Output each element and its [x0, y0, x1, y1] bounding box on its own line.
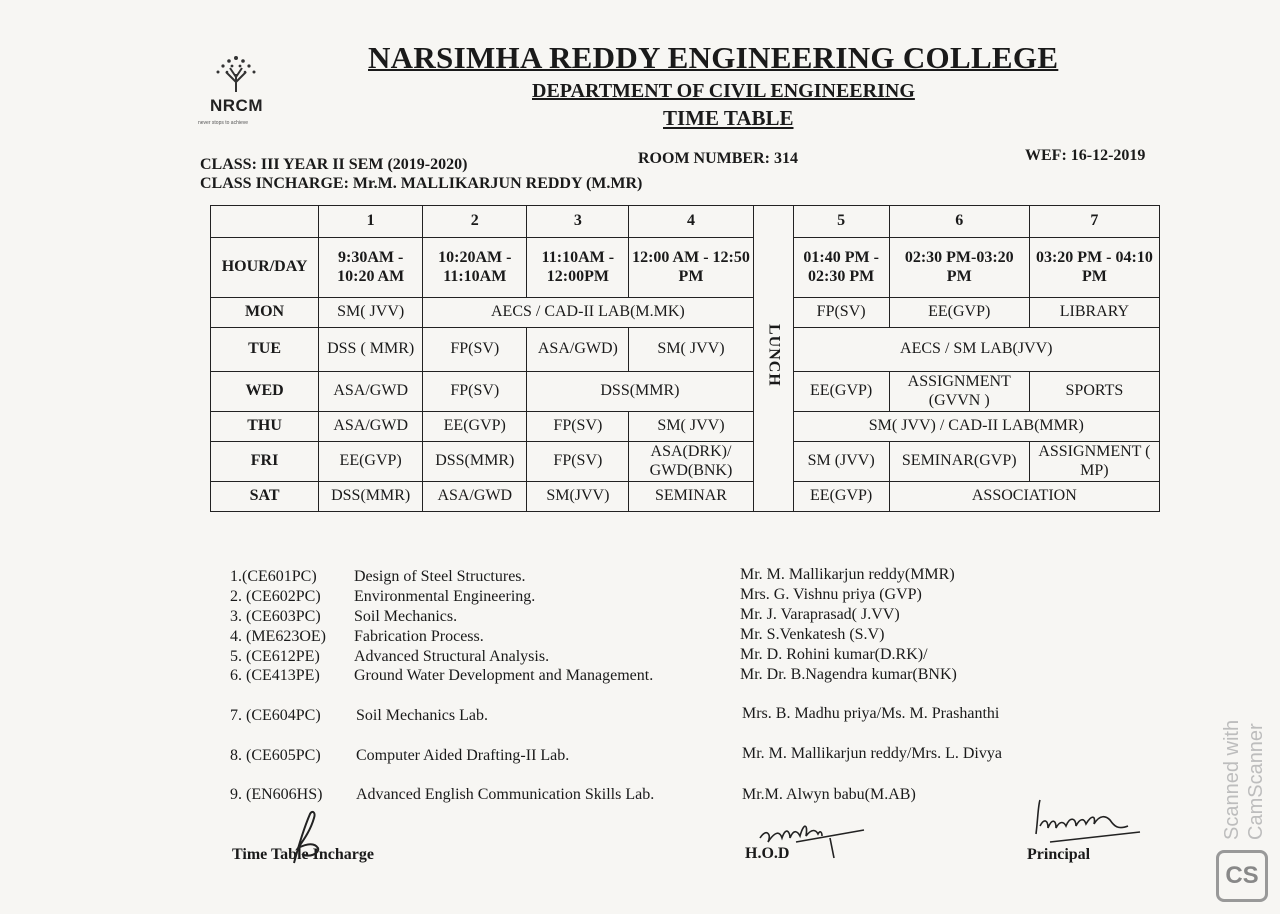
slot-cell: ASA(DRK)/ GWD(BNK) [629, 442, 753, 482]
slot-cell: FP(SV) [423, 372, 527, 412]
slot-cell: EE(GVP) [319, 442, 423, 482]
subject-faculty: Mr. Dr. B.Nagendra kumar(BNK) [740, 666, 957, 683]
subject-name: Soil Mechanics Lab. [356, 707, 488, 724]
hod-signature [756, 812, 868, 864]
logo-tagline: never stops to achieve [198, 120, 249, 126]
principal-signature [1030, 796, 1142, 856]
subject-name: Fabrication Process. [354, 628, 484, 645]
room-number: ROOM NUMBER: 314 [638, 150, 798, 167]
period-1: 1 [319, 206, 423, 238]
time-7: 03:20 PM - 04:10 PM [1029, 238, 1159, 298]
subject-code: 4. (ME623OE) [230, 628, 326, 645]
period-number-row [211, 206, 1160, 238]
slot-cell: DSS(MMR) [423, 442, 527, 482]
slot-cell: FP(SV) [793, 298, 889, 328]
subject-code: 6. (CE413PE) [230, 667, 320, 684]
day-fri: FRI [211, 442, 319, 482]
day-mon: MON [211, 298, 319, 328]
table-row [211, 372, 1160, 412]
table-row [211, 482, 1160, 512]
slot-cell: EE(GVP) [889, 298, 1029, 328]
period-3: 3 [527, 206, 629, 238]
slot-cell: EE(GVP) [423, 412, 527, 442]
subject-name: Design of Steel Structures. [354, 568, 526, 585]
slot-cell: ASA/GWD [319, 372, 423, 412]
slot-cell: ASSIGNMENT (GVVN ) [889, 372, 1029, 412]
table-row [211, 442, 1160, 482]
day-sat: SAT [211, 482, 319, 512]
subject-code: 9. (EN606HS) [230, 786, 323, 803]
tree-icon [196, 52, 276, 96]
subject-name: Advanced English Communication Skills Lab. [356, 786, 655, 803]
slot-cell: ASSOCIATION [889, 482, 1159, 512]
slot-cell: SM (JVV) [793, 442, 889, 482]
document-title: TIME TABLE [663, 106, 794, 130]
subject-faculty: Mr.M. Alwyn babu(M.AB) [742, 786, 916, 803]
subject-faculty: Mr. M. Mallikarjun reddy/Mrs. L. Divya [742, 745, 1002, 762]
wef-date: WEF: 16-12-2019 [1025, 147, 1146, 164]
class-incharge: CLASS INCHARGE: Mr.M. MALLIKARJUN REDDY (M.MR) [200, 175, 643, 192]
subject-code: 5. (CE612PE) [230, 648, 320, 665]
slot-cell: ASSIGNMENT ( MP) [1029, 442, 1159, 482]
slot-cell: DSS ( MMR) [319, 328, 423, 372]
subject-code: 8. (CE605PC) [230, 747, 321, 764]
slot-cell: EE(GVP) [793, 482, 889, 512]
slot-cell: SPORTS [1029, 372, 1159, 412]
college-name: NARSIMHA REDDY ENGINEERING COLLEGE [368, 40, 1059, 75]
incharge-signature [284, 808, 328, 868]
slot-cell: AECS / CAD-II LAB(M.MK) [423, 298, 753, 328]
subject-faculty: Mr. D. Rohini kumar(D.RK)/ [740, 646, 928, 663]
period-6: 6 [889, 206, 1029, 238]
day-wed: WED [211, 372, 319, 412]
slot-cell: DSS(MMR) [319, 482, 423, 512]
college-logo [196, 52, 292, 132]
slot-cell: SM( JVV) [629, 328, 753, 372]
table-row [211, 328, 1160, 372]
period-5: 5 [793, 206, 889, 238]
time-6: 02:30 PM-03:20 PM [889, 238, 1029, 298]
slot-cell: SM( JVV) / CAD-II LAB(MMR) [793, 412, 1159, 442]
watermark-line1: Scanned with [1221, 719, 1243, 840]
day-tue: TUE [211, 328, 319, 372]
period-7: 7 [1029, 206, 1159, 238]
scanner-watermark [1216, 680, 1276, 840]
subject-faculty: Mr. J. Varaprasad( J.VV) [740, 606, 900, 623]
subject-faculty: Mrs. B. Madhu priya/Ms. M. Prashanthi [742, 705, 1000, 722]
slot-cell: FP(SV) [423, 328, 527, 372]
class-info: CLASS: III YEAR II SEM (2019-2020) [200, 156, 468, 173]
time-4: 12:00 AM - 12:50 PM [629, 238, 753, 298]
slot-cell: ASA/GWD [423, 482, 527, 512]
slot-cell: EE(GVP) [793, 372, 889, 412]
subject-code: 3. (CE603PC) [230, 608, 321, 625]
period-2: 2 [423, 206, 527, 238]
subject-faculty: Mr. M. Mallikarjun reddy(MMR) [740, 566, 955, 583]
corner-cell [211, 206, 319, 238]
slot-cell: DSS(MMR) [527, 372, 753, 412]
slot-cell: AECS / SM LAB(JVV) [793, 328, 1159, 372]
time-row [211, 238, 1160, 298]
slot-cell: ASA/GWD) [527, 328, 629, 372]
subject-faculty: Mr. S.Venkatesh (S.V) [740, 626, 885, 643]
time-3: 11:10AM - 12:00PM [527, 238, 629, 298]
period-4: 4 [629, 206, 753, 238]
lunch-label: LUNCH [765, 324, 783, 388]
subject-name: Computer Aided Drafting-II Lab. [356, 747, 570, 764]
slot-cell: SM( JVV) [319, 298, 423, 328]
slot-cell: FP(SV) [527, 442, 629, 482]
subject-code: 7. (CE604PC) [230, 707, 321, 724]
subject-code: 2. (CE602PC) [230, 588, 321, 605]
slot-cell: SEMINAR(GVP) [889, 442, 1029, 482]
table-row [211, 412, 1160, 442]
slot-cell: ASA/GWD [319, 412, 423, 442]
timetable-incharge-label: Time Table Incharge [232, 846, 374, 863]
watermark-line2: CamScanner [1245, 723, 1267, 840]
timetable-grid [210, 205, 1160, 512]
subject-name: Soil Mechanics. [354, 608, 458, 625]
department-name: DEPARTMENT OF CIVIL ENGINEERING [532, 80, 915, 102]
time-2: 10:20AM - 11:10AM [423, 238, 527, 298]
slot-cell: SM( JVV) [629, 412, 753, 442]
time-1: 9:30AM - 10:20 AM [319, 238, 423, 298]
subject-name: Ground Water Development and Management. [354, 667, 654, 684]
hour-day-header: HOUR/DAY [211, 238, 319, 298]
principal-label: Principal [1027, 846, 1091, 863]
subject-faculty: Mrs. G. Vishnu priya (GVP) [740, 586, 922, 603]
table-row [211, 298, 1160, 328]
subject-name: Environmental Engineering. [354, 588, 536, 605]
time-5: 01:40 PM - 02:30 PM [793, 238, 889, 298]
slot-cell: SM(JVV) [527, 482, 629, 512]
camscanner-icon: CS [1216, 850, 1268, 902]
lunch-column [753, 206, 793, 512]
slot-cell: LIBRARY [1029, 298, 1159, 328]
day-thu: THU [211, 412, 319, 442]
hod-label: H.O.D [745, 845, 790, 862]
slot-cell: SEMINAR [629, 482, 753, 512]
subject-name: Advanced Structural Analysis. [354, 648, 550, 665]
logo-text: NRCM [210, 96, 263, 115]
slot-cell: FP(SV) [527, 412, 629, 442]
subject-code: 1.(CE601PC) [230, 568, 317, 585]
